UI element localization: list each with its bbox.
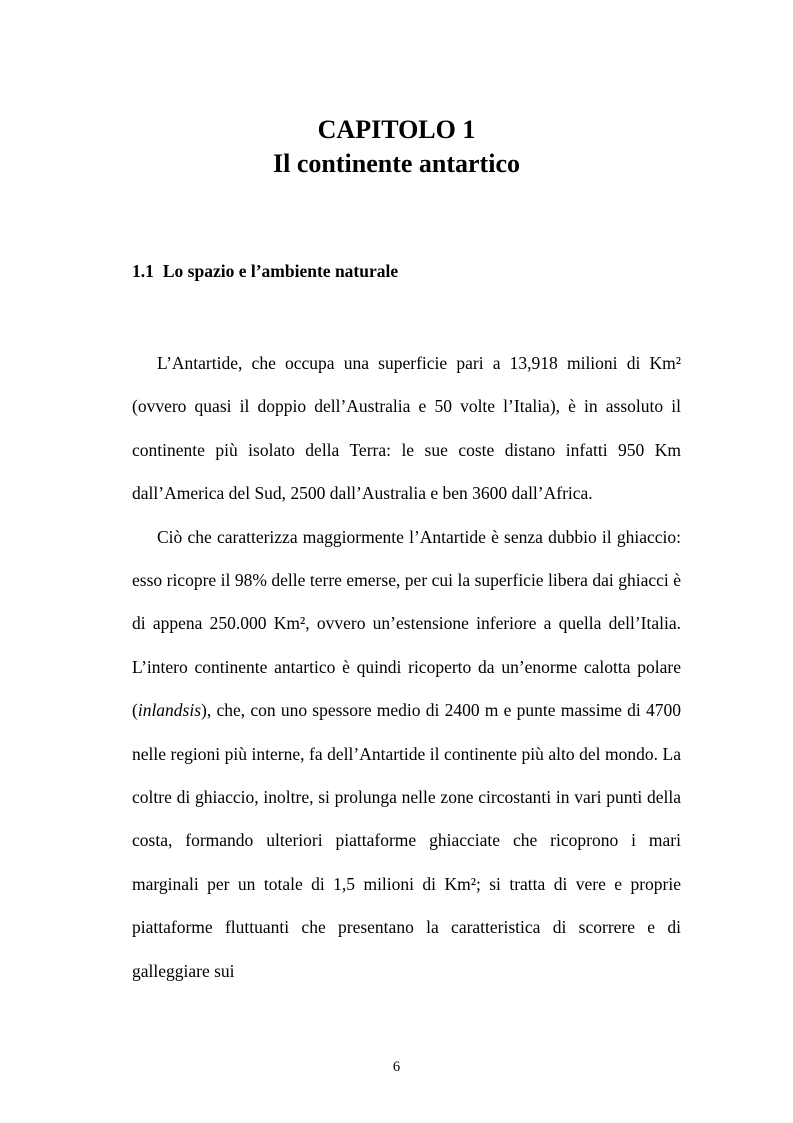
paragraph-1: L’Antartide, che occupa una superficie pari a 13,918 milioni di Km² (ovvero quasi il doppio dell’Australia e 50 volte l’Italia), è in assoluto il continente più isolato della Terra: le sue coste distano infatti 950 Km dall’America del Sud, 2500 dall’Australia e ben 3600 dall’Africa.: [132, 353, 681, 504]
paragraph-2: [132, 516, 681, 993]
body-text: [132, 342, 681, 993]
chapter-heading: [0, 113, 793, 181]
section-title: Lo spazio e l’ambiente naturale: [162, 261, 399, 281]
section-heading: [132, 259, 398, 283]
paragraph-2-text-before: Ciò che caratterizza maggiormente l’Antartide è senza dubbio il ghiaccio: esso ricopre il 98% delle terre emerse, per cui la superficie libera dai ghiacci è di appena 250.000 Km², ovvero un’estensione inferiore a quella dell’Italia. L’intero continente antartico è quindi ricoperto da un’enorme calotta polare (: [132, 526, 681, 721]
page-number: 6: [392, 1059, 401, 1075]
section-number: 1.1: [132, 261, 154, 281]
paragraph-2-text-after: ), che, con uno spessore medio di 2400 m e punte massime di 4700 nelle regioni più interne, fa dell’Antartide il continente più alto del mondo. La coltre di ghiaccio, inoltre, si prolunga nelle zone circostanti in vari punti della costa, formando ulteriori piattaforme ghiacciate che ricoprono i mari marginali per un totale di 1,5 milioni di Km²; si tratta di vere e proprie piattaforme fluttuanti che presentano la caratteristica di scorrere e di galleggiare sui: [132, 700, 681, 981]
chapter-title: Il continente antartico: [273, 149, 520, 178]
paragraph-2-emphasis: inlandsis: [137, 700, 202, 721]
chapter-label: CAPITOLO 1: [317, 115, 476, 144]
